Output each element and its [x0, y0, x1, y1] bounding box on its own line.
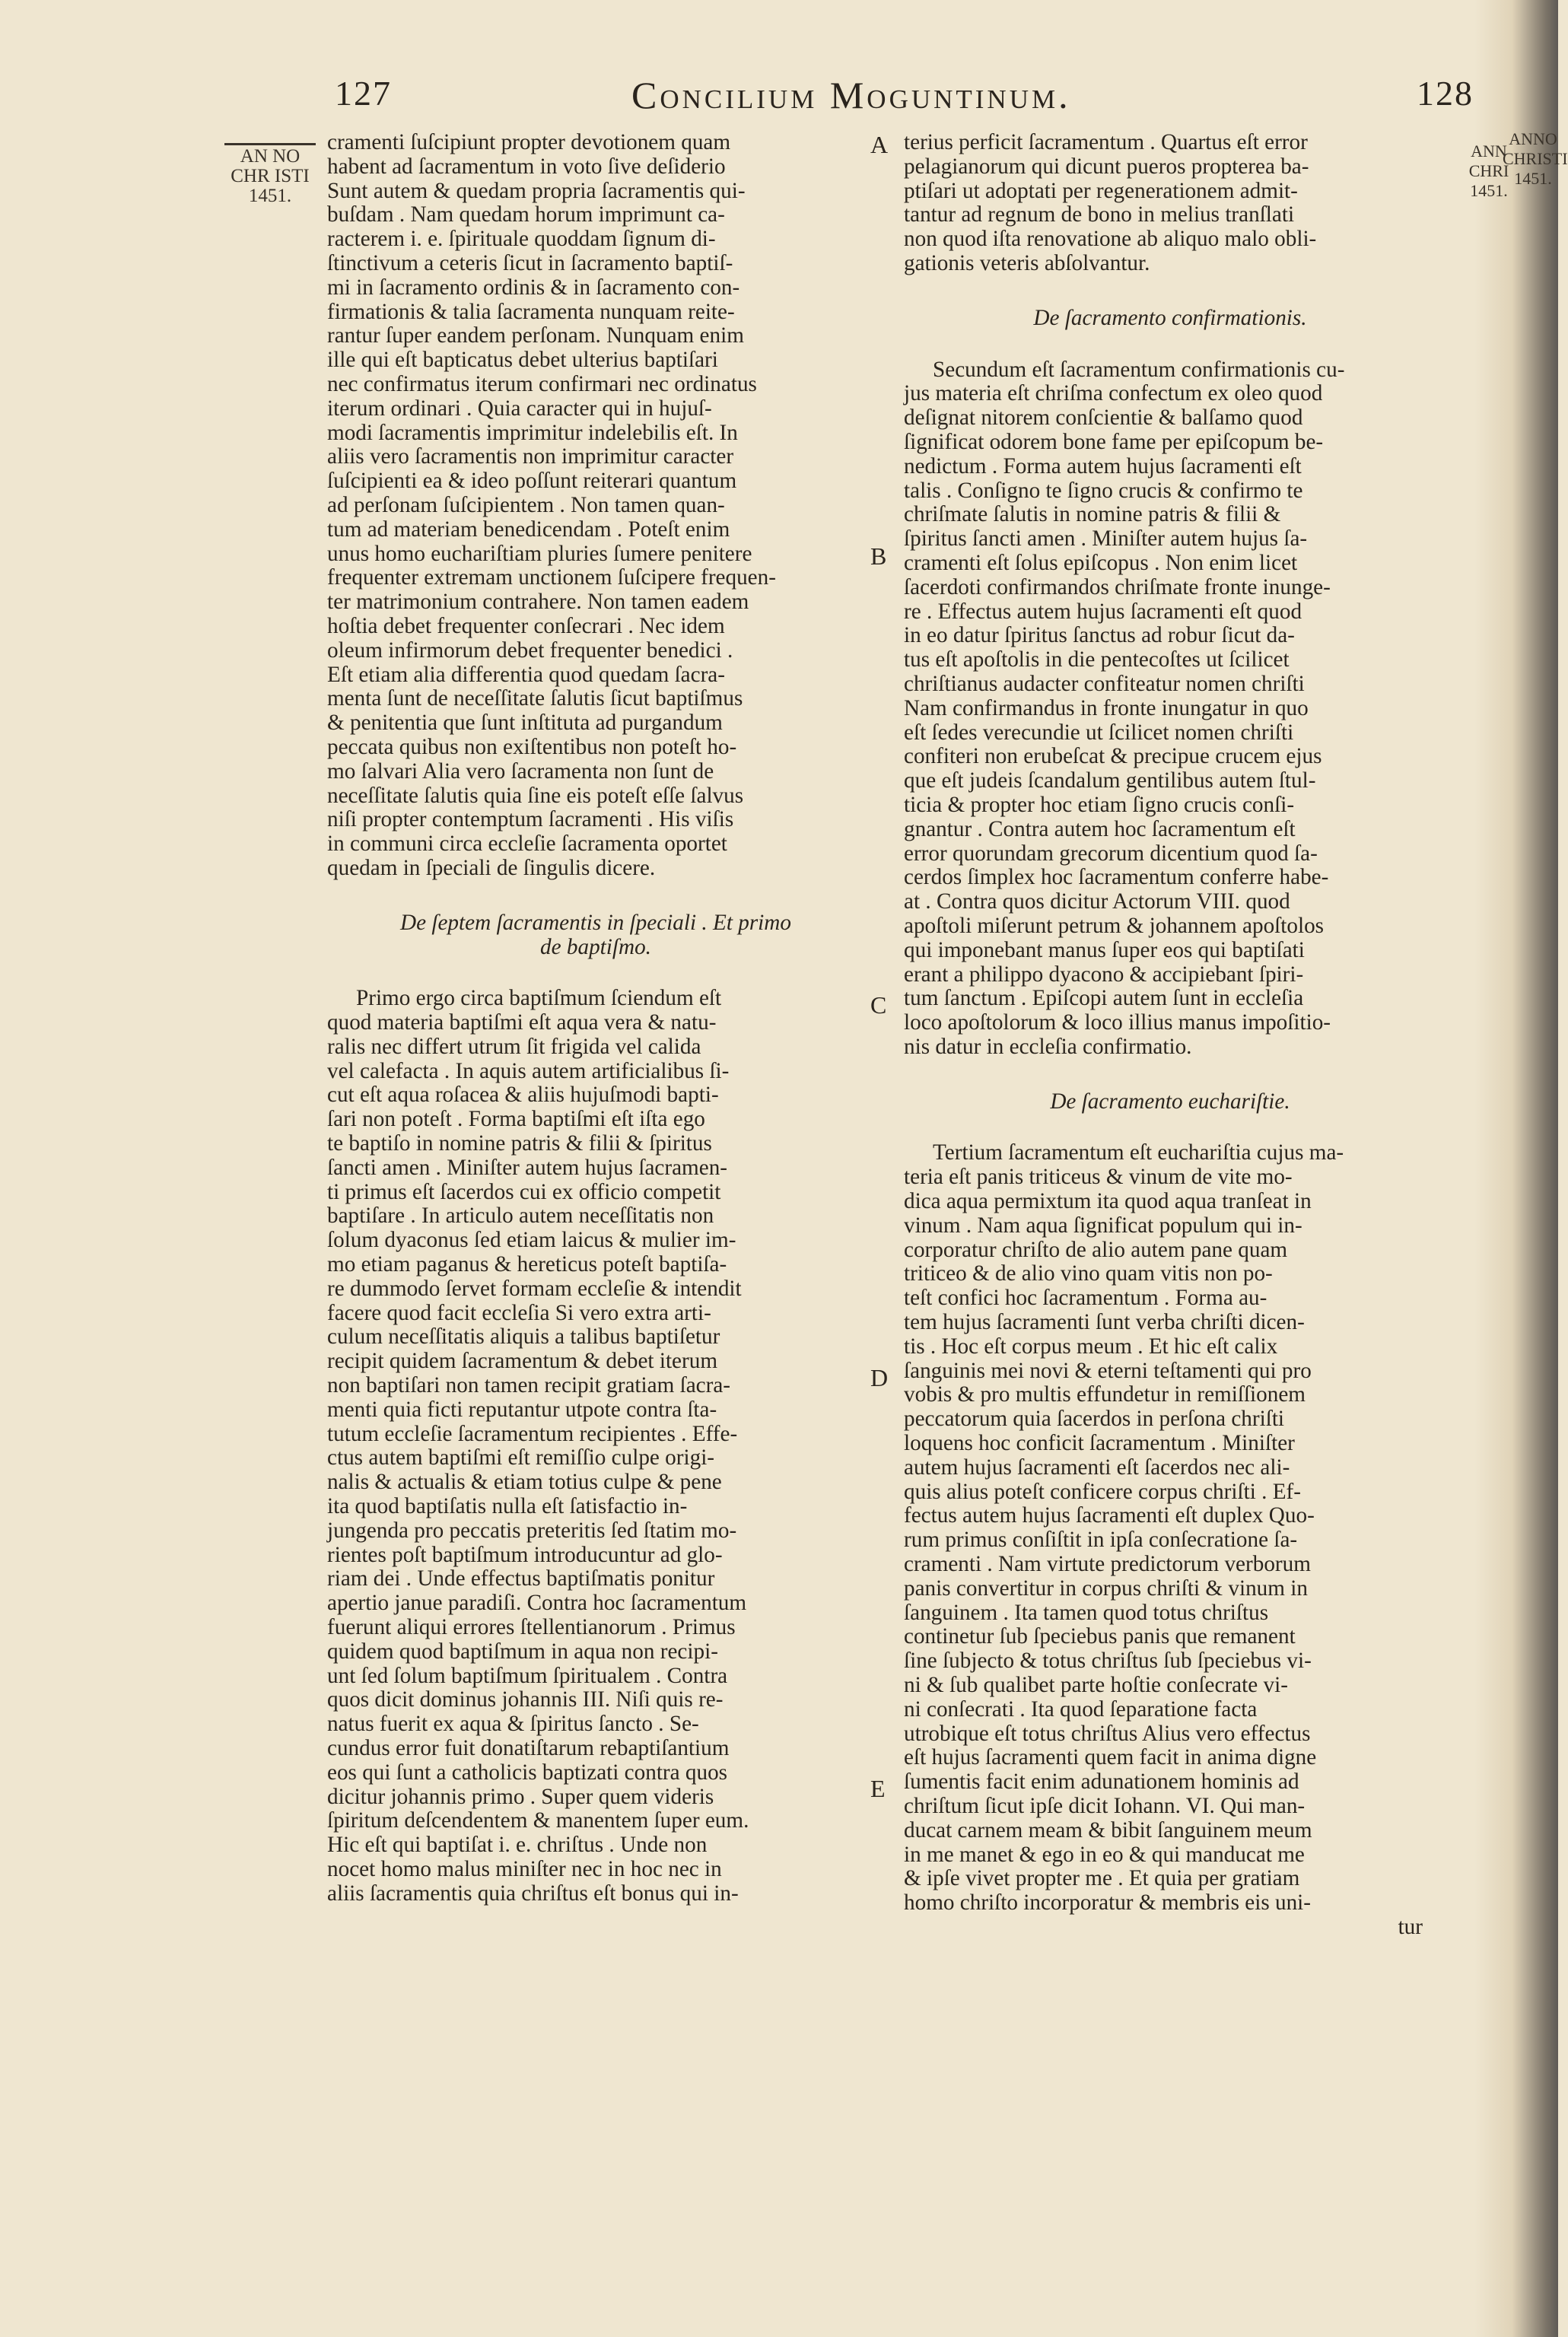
catchword: tur — [1398, 1914, 1423, 1939]
text-line: rum primus conſiſtit in ipſa conſecratione ſa- — [904, 1528, 1298, 1553]
text-line: oleum infirmorum debet frequenter benedici . — [327, 638, 733, 663]
text-line: ralis nec differt utrum ſit frigida vel calida — [327, 1034, 701, 1059]
text-line: mo ſalvari Alia vero ſacramenta non ſunt de — [327, 758, 714, 784]
margin-note-left — [213, 143, 327, 206]
text-line: Nam confirmandus in fronte inungatur in quo — [904, 695, 1309, 720]
margin-note-line: ANNO — [1509, 129, 1557, 148]
running-title: Concilium Moguntinum. — [631, 74, 1071, 116]
text-line: baptiſare . In articulo autem neceſſitatis non — [327, 1203, 714, 1229]
text-line: tis . Hoc eſt corpus meum . Et hic eſt calix — [904, 1334, 1278, 1359]
text-line: apoſtoli miſerunt petrum & johannem apoſtolos — [904, 913, 1325, 938]
section-heading: De ſacramento confirmationis. — [1033, 305, 1307, 330]
section-marker-c: C — [870, 991, 887, 1019]
text-line: teria eſt panis triticeus & vinum de vite mo- — [904, 1165, 1293, 1190]
text-line: ſanguinem . Ita tamen quod totus chriſtus — [904, 1600, 1269, 1625]
text-line: firmationis & talia ſacramenta nunquam reite- — [327, 299, 735, 324]
text-line: ſacerdoti confirmandos chriſmate fronte inunge- — [904, 574, 1331, 599]
text-line: nalis & actualis & etiam totius culpe & pene — [327, 1470, 722, 1495]
right-column — [904, 131, 1436, 1940]
text-line: pelagianorum qui dicunt pueros propterea ba- — [904, 154, 1309, 179]
text-line: ſari non poteſt . Forma baptiſmi eſt iſta ego — [327, 1107, 705, 1132]
margin-note-line: CHRI — [1468, 161, 1509, 180]
text-line: ſolum dyaconus ſed etiam laicus & mulier im- — [327, 1228, 736, 1253]
text-line: quos dicit dominus johannis III. Niſi quis re- — [327, 1687, 724, 1712]
text-line: ſtinctivum a ceteris ſicut in ſacramento baptiſ- — [327, 250, 733, 275]
text-line: Secundum eſt ſacramentum confirmationis cu- — [933, 357, 1345, 382]
text-line: ſuſcipienti ea & ideo poſſunt reiterari quantum — [327, 469, 737, 494]
text-line: & ipſe vivet propter me . Et quia per gratiam — [904, 1866, 1300, 1891]
text-line: quod materia baptiſmi eſt aqua vera & natu- — [327, 1010, 717, 1035]
text-line: qui imponebant manus ſuper eos qui baptiſati — [904, 937, 1305, 962]
paragraph — [327, 987, 864, 1906]
text-line: vobis & pro multis effundetur in remiſſionem — [904, 1382, 1306, 1407]
text-line: Sunt autem & quedam propria ſacramentis qui- — [327, 178, 746, 203]
section-marker-d: D — [870, 1364, 889, 1391]
section-marker-b: B — [870, 542, 887, 570]
text-line: ticia & propter hoc etiam ſigno crucis conſi- — [904, 792, 1295, 817]
text-line: ille qui eſt bapticatus debet ulterius baptiſari — [327, 348, 718, 373]
text-line: racterem i. e. ſpirituale quoddam ſignum di- — [327, 227, 716, 252]
text-line: culum neceſſitatis aliquis a talibus baptiſetur — [327, 1324, 720, 1350]
text-line: menti quia ficti reputantur utpote contra ſta- — [327, 1397, 717, 1422]
text-line: Primo ergo circa baptiſmum ſciendum eſt — [356, 986, 722, 1011]
paragraph — [904, 1141, 1436, 1916]
text-line: iterum ordinari . Quia caracter qui in hujuſ- — [327, 396, 712, 421]
text-line: ti primus eſt ſacerdos cui ex officio competit — [327, 1179, 721, 1204]
text-line: gnantur . Contra autem hoc ſacramentum eſt — [904, 816, 1296, 841]
text-line: talis . Conſigno te ſigno crucis & confirmo te — [904, 478, 1303, 503]
text-line: peccatorum quia ſacerdos in perſona chriſti — [904, 1407, 1285, 1432]
text-line: tem hujus ſacramenti ſunt verba chriſti dicen- — [904, 1310, 1305, 1335]
text-line: fuerunt aliqui errores ſtellentianorum . Primus — [327, 1615, 736, 1640]
text-line: menta ſunt de neceſſitate ſalutis ſicut baptiſmus — [327, 686, 743, 711]
text-line: ſignificat odorem bone fame per epiſcopum be- — [904, 429, 1324, 454]
text-line: jus materia eſt chriſma confectum ex oleo quod — [904, 381, 1323, 406]
text-line: mo etiam paganus & hereticus poteſt baptiſa- — [327, 1252, 727, 1277]
text-line: vel calefacta . In aquis autem artificialibus ſi- — [327, 1058, 730, 1083]
text-line: hoſtia debet frequenter conſecrari . Nec idem — [327, 613, 725, 638]
section-heading: De ſeptem ſacramentis in ſpeciali . Et primo — [400, 910, 791, 935]
text-line: quis alius poteſt conficere corpus chriſti . Ef- — [904, 1479, 1301, 1504]
text-line: utrobique eſt totus chriſtus Alius vero effectus — [904, 1721, 1311, 1746]
text-line: dica aqua permixtum ita quod aqua tranſeat in — [904, 1189, 1312, 1214]
text-line: corporatur chriſto de alio autem pane quam — [904, 1237, 1288, 1262]
text-line: eos qui ſunt a catholicis baptizati contra quos — [327, 1760, 728, 1785]
text-line: eſt ſedes verecundie ut ſcilicet nomen chriſti — [904, 720, 1294, 745]
paragraph — [327, 131, 864, 881]
text-line: continetur ſub ſpeciebus panis que remanent — [904, 1624, 1296, 1649]
text-line: tantur ad regnum de bono in melius tranſlati — [904, 202, 1295, 227]
section-heading: De ſacramento euchariſtie. — [1050, 1089, 1290, 1114]
text-line: ter matrimonium contrahere. Non tamen eadem — [327, 590, 749, 615]
text-line: facere quod facit eccleſia Si vero extra arti- — [327, 1300, 711, 1325]
text-line: neceſſitate ſalutis quia ſine eis poteſt eſſe ſalvus — [327, 783, 744, 808]
text-line: tutum eccleſie ſacramentum recipientes . Effe- — [327, 1421, 738, 1446]
text-line: ducat carnem meam & bibit ſanguinem meum — [904, 1817, 1312, 1843]
text-line: jungenda pro peccatis preteritis ſed ſtatim mo- — [327, 1518, 737, 1543]
text-line: riam dei . Unde effectus baptiſmatis ponitur — [327, 1566, 715, 1591]
text-line: cerdos ſimplex hoc ſacramentum conferre habe- — [904, 865, 1329, 890]
text-line: ctus autem baptiſmi eſt remiſſio culpe origi- — [327, 1445, 715, 1471]
text-line: natus fuerit ex aqua & ſpiritus ſancto . Se- — [327, 1712, 699, 1737]
paragraph — [904, 358, 1436, 1060]
text-line: & penitentia que ſunt inſtituta ad purgandum — [327, 711, 723, 736]
text-line: chriſmate ſalutis in nomine patris & filii & — [904, 502, 1281, 527]
text-line: confiteri non erubeſcat & precipue crucem ejus — [904, 744, 1322, 769]
text-line: mi in ſacramento ordinis & in ſacramento con- — [327, 275, 740, 300]
text-line: unt ſed ſolum baptiſmum ſpiritualem . Contra — [327, 1663, 728, 1688]
text-line: autem hujus ſacramenti eſt ſacerdos nec ali- — [904, 1455, 1290, 1480]
text-line: in communi circa eccleſie ſacramenta oportet — [327, 831, 727, 857]
text-line: non baptiſari non tamen recipit gratiam ſacra- — [327, 1373, 731, 1398]
text-line: dicitur johannis primo . Super quem videris — [327, 1784, 714, 1809]
text-line: modi ſacramentis imprimitur indelebilis eſt. In — [327, 420, 738, 445]
paragraph — [904, 131, 1436, 276]
text-line: rientes poſt baptiſmum introducuntur ad glo- — [327, 1542, 723, 1567]
text-line: recipit quidem ſacramentum & debet iterum — [327, 1349, 718, 1374]
margin-note-line: CHRISTI — [1503, 149, 1568, 168]
text-line: aliis vero ſacramentis non imprimitur caracter — [327, 444, 734, 469]
text-line: quidem quod baptiſmum in aqua non recipi- — [327, 1639, 718, 1664]
text-line: erant a philippo dyacono & accipiebant ſpiri- — [904, 962, 1304, 987]
section-heading: de baptiſmo. — [540, 934, 651, 959]
text-line: que eſt judeis ſcandalum gentilibus autem ſtul- — [904, 768, 1316, 793]
text-line: cundus error fuit donatiſtarum rebaptiſantium — [327, 1736, 730, 1760]
text-line: gationis veteris abſolvantur. — [904, 250, 1150, 275]
page-number-right: 128 — [1417, 74, 1474, 113]
text-line: teſt confici hoc ſacramentum . Forma au- — [904, 1286, 1267, 1311]
margin-note-line: ANN — [1471, 141, 1507, 161]
text-line: in me manet & ego in eo & qui manducat me — [904, 1842, 1305, 1867]
text-line: niſi propter contemptum ſacramenti . His viſis — [327, 807, 734, 832]
text-line: panis convertitur in corpus chriſti & vinum in — [904, 1575, 1308, 1601]
text-line: ni & ſub qualibet parte hoſtie conſecrate vi- — [904, 1673, 1288, 1698]
text-line: re dummodo ſervet formam eccleſie & intendit — [327, 1276, 742, 1301]
text-line: tum ad materiam benedicendam . Poteſt enim — [327, 517, 730, 542]
page-gutter-shadow — [1474, 0, 1558, 2337]
text-line: ni conſecrati . Ita quod ſeparatione facta — [904, 1696, 1258, 1722]
text-line: tum ſanctum . Epiſcopi autem ſunt in eccleſia — [904, 986, 1304, 1011]
text-line: cut eſt aqua roſacea & aliis hujuſmodi bapti- — [327, 1083, 719, 1108]
text-line: loco apoſtolorum & loco illius manus impoſitio- — [904, 1010, 1331, 1035]
text-line: chriſtianus audacter confiteatur nomen chriſti — [904, 671, 1305, 696]
text-line: cramenti eſt ſolus epiſcopus . Non enim licet — [904, 550, 1298, 575]
text-line: eſt hujus ſacramenti quem facit in anima digne — [904, 1745, 1317, 1770]
text-line: ſpiritus ſancti amen . Miniſter autem hujus ſa- — [904, 526, 1308, 552]
text-line: tus eſt apoſtolis in die pentecoſtes ut ſcilicet — [904, 647, 1290, 672]
margin-note-line: 1451. — [1514, 169, 1552, 188]
text-line: ſpiritum deſcendentem & manentem ſuper eum. — [327, 1808, 749, 1833]
text-line: non quod iſta renovatione ab aliquo malo obli- — [904, 227, 1317, 252]
text-line: peccata quibus non exiſtentibus non poteſt ho- — [327, 734, 737, 759]
text-line: frequenter extremam unctionem ſuſcipere frequen- — [327, 565, 776, 590]
margin-rule — [224, 143, 316, 145]
text-line: nis datur in eccleſia confirmatio. — [904, 1034, 1192, 1059]
margin-note-line: 1451. — [1470, 181, 1508, 200]
text-line: rantur ſuper eandem perſonam. Nunquam enim — [327, 323, 744, 348]
text-line: nedictum . Forma autem hujus ſacramenti eſt — [904, 453, 1302, 479]
text-line: ptiſari ut adoptati per regenerationem admit- — [904, 178, 1298, 203]
text-line: error quorundam grecorum dicentium quod ſa- — [904, 841, 1318, 866]
text-line: ſumentis facit enim adunationem hominis ad — [904, 1769, 1299, 1795]
text-line: unus homo euchariſtiam pluries ſumere penitere — [327, 541, 752, 566]
text-line: homo chriſto incorporatur & membris eis uni- — [904, 1890, 1311, 1916]
text-line: Eſt etiam alia differentia quod quedam ſacra- — [327, 662, 725, 687]
page-number-left: 127 — [335, 74, 392, 113]
text-line: at . Contra quos dicitur Actorum VIII. quod — [904, 889, 1290, 914]
text-line: ſine ſubjecto & totus chriſtus ſub ſpeciebus vi- — [904, 1649, 1312, 1674]
section-marker-a: A — [870, 131, 889, 158]
text-line: cramenti ſuſcipiunt propter devotionem quam — [327, 130, 731, 154]
text-line: apertio janue paradiſi. Contra hoc ſacramentum — [327, 1591, 747, 1616]
text-line: nec confirmatus iterum confirmari nec ordinatus — [327, 371, 757, 396]
text-line: terius perficit ſacramentum . Quartus eſt error — [904, 130, 1308, 154]
text-line: te baptiſo in nomine patris & filii & ſpiritus — [327, 1131, 712, 1156]
text-line: habent ad ſacramentum in voto ſive deſiderio — [327, 154, 726, 179]
text-line: vinum . Nam aqua ſignificat populum qui in- — [904, 1213, 1302, 1238]
left-column — [327, 131, 864, 1906]
text-line: aliis ſacramentis quia chriſtus eſt bonus qui in- — [327, 1881, 739, 1906]
text-line: loquens hoc conficit ſacramentum . Miniſter — [904, 1431, 1295, 1456]
text-line: ſanguinis mei novi & eterni teſtamenti qui pro — [904, 1358, 1312, 1383]
text-line: cramenti . Nam virtute predictorum verborum — [904, 1552, 1311, 1577]
section-marker-e: E — [870, 1775, 886, 1802]
margin-note-edge — [1503, 129, 1568, 189]
text-line: triticeo & de alio vino quam vitis non po- — [904, 1261, 1273, 1286]
text-line: ſancti amen . Miniſter autem hujus ſacramen- — [327, 1155, 728, 1180]
text-line: buſdam . Nam quedam horum imprimunt ca- — [327, 202, 725, 227]
text-line: Hic eſt qui baptiſat i. e. chriſtus . Unde non — [327, 1833, 708, 1858]
text-line: chriſtum ſicut ipſe dicit Iohann. VI. Qui man- — [904, 1794, 1306, 1818]
text-line: re . Effectus autem hujus ſacramenti eſt quod — [904, 599, 1302, 624]
text-line: ita quod baptiſatis nulla eſt ſatisfactio in- — [327, 1494, 688, 1519]
text-line: quedam in ſpeciali de ſingulis dicere. — [327, 855, 656, 880]
text-line: in eo datur ſpiritus ſanctus ad robur ſicut da- — [904, 623, 1295, 648]
text-line: nocet homo malus miniſter nec in hoc nec in — [327, 1856, 722, 1881]
margin-note-line: CHR ISTI — [231, 166, 310, 186]
text-line: deſignat nitorem conſcientie & balſamo quod — [904, 405, 1303, 431]
margin-note-line: 1451. — [248, 186, 292, 206]
text-line: Tertium ſacramentum eſt euchariſtia cujus ma- — [933, 1140, 1344, 1165]
text-line: fectus autem hujus ſacramenti eſt duplex Quo- — [904, 1503, 1315, 1528]
text-line: ad perſonam ſuſcipientem . Non tamen quan- — [327, 492, 725, 517]
margin-note-line: AN NO — [240, 146, 301, 167]
